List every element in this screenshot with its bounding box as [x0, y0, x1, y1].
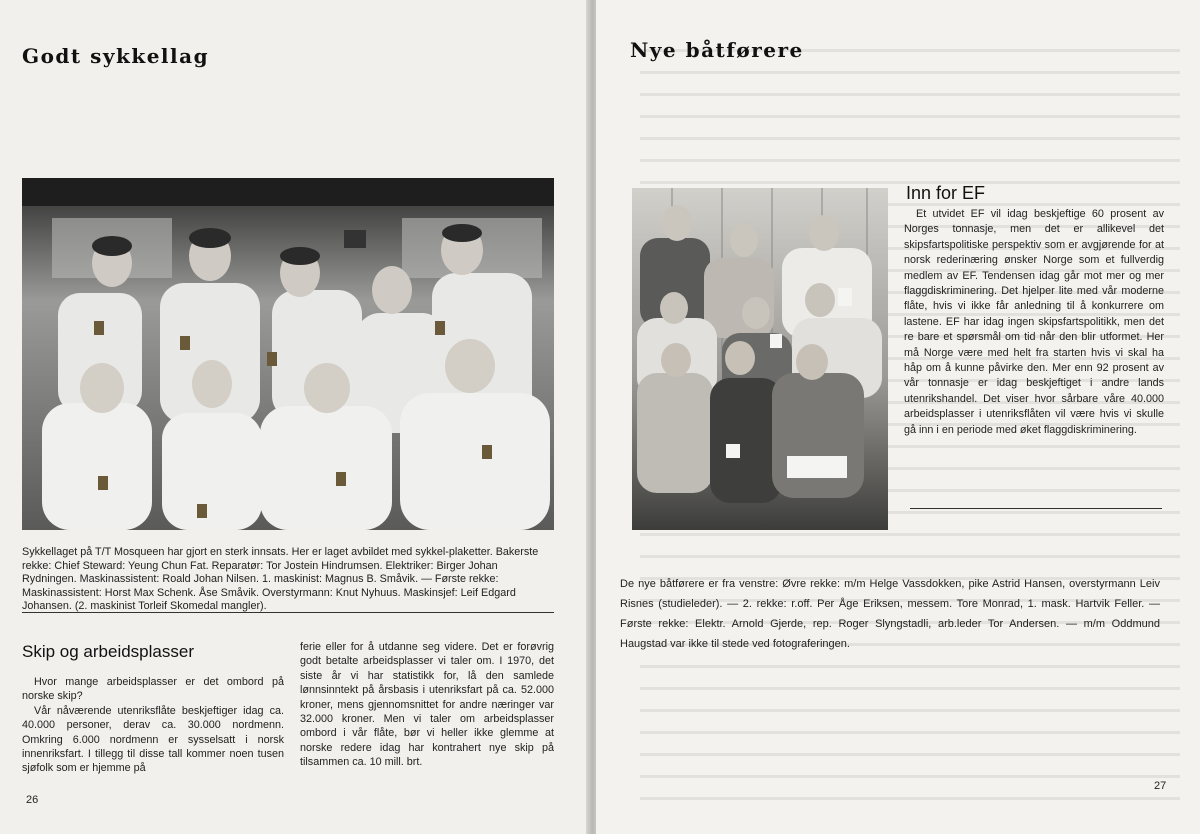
left-page-title: Godt sykkellag [22, 44, 210, 68]
article-column-1 [22, 675, 284, 776]
page-number-left: 26 [26, 794, 39, 806]
boat-operators-caption-text: De nye båtførere er fra venstre: Øvre rekke: m/m Helge Vassdokken, pike Astrid Hansen, overstyrmann Leiv Risnes (studieleder). — 2. rekke: r.off. Per Åge Eriksen, messem. Tore Monrad, 1. mask. Hartvik Feller. — Første rekke: Elektr. Arnold Gjerde, rep. Roger Slyngstadli, arb.leder Tor Andersen. — m/m Oddmund Haugstad var ikke til stede ved fotograferingen. [620, 578, 1160, 650]
cycling-team-photo [22, 178, 554, 530]
boat-operators-photo [632, 188, 888, 530]
caption-divider [22, 612, 554, 613]
cycling-team-photo-image [22, 178, 554, 530]
cycling-team-photo-caption: Sykkellaget på T/T Mosqueen har gjort en sterk innsats. Her er laget avbildet med sykkel-plaketter. Bakerste rekke: Chief Steward: Yeung Chun Fat. Reparatør: Tor Jostein Hindrumsen. Elektriker: Birger Johan Rydningen. Maskinassistent: Roald Johan Nilsen. 1. maskinist: Magnus B. Småvik. — Første rekke: Maskinassistent: Horst Max Schenk. Åse Småvik. Overstyrmann: Knut Nyhuus. Maskinsjef: Leif Edgard Johansen. (2. maskinist Torleif Skomedal mangler). [22, 546, 539, 613]
right-page-title: Nye båtførere [630, 38, 804, 62]
boat-operators-photo-caption [620, 574, 1160, 654]
left-page [0, 0, 592, 834]
article-heading: Skip og arbeidsplasser [22, 642, 194, 661]
article-column-2 [300, 640, 554, 770]
sidebar-body [904, 207, 1164, 438]
sidebar-divider [910, 508, 1162, 509]
boat-operators-photo-image [632, 188, 888, 530]
article-paragraph: ferie eller for å utdanne seg videre. Det er forøvrig godt betalte arbeidsplasser vi taler om. I 1970, det siste år vi har statistikk for, lå den samlede lønnsinntekt på årsbasis i utenriksfart på ca. 52.000 kroner, mens gjennomsnittet for andre næringer var 32.000 kroner. Men vi taler om arbeidsplasser ombord i vår flåte, bør vi heller ikke glemme at norske redere idag har kontrahert nye skip på tilsammen ca. 10 mill. brt. [300, 641, 554, 769]
page-number-right: 27 [1154, 780, 1167, 792]
sidebar-paragraph: Et utvidet EF vil idag beskjeftige 60 prosent av Norges tonnasje, men det er allikevel det skipsfartspolitiske perspektiv som er avgjørende for at norsk rederinæring ønsker Norge som et fullverdig medlem av EF. Tendensen idag går mot mer og mer flaggdiskriminering. Det hjelper lite med vår moderne flåte, hvis vi ikke får anledning til å konkurrere om lastene. EF har idag ingen skipsfartspolitikk, men det re bare et spørsmål om tid når den blir utformet. Her må Norge være med helt fra starten hvis vi skal ha håp om å kunne påvirke den. Mer enn 92 prosent av vår tonnasje er idag beskjeftiget i andre lands utenrikshandel. Det viser hvor sårbare våre 40.000 arbeidsplasser i utenriksflåten vil være hvis vi skulle gå inn i en periode med øket flaggdiskriminering. [904, 208, 1164, 436]
article-paragraph: Hvor mange arbeidsplasser er det ombord på norske skip? [22, 676, 284, 703]
sidebar-heading: Inn for EF [906, 183, 986, 203]
article-paragraph: Vår nåværende utenriksflåte beskjeftiger idag ca. 40.000 personer, derav ca. 30.000 nordmenn. Omkring 6.000 nordmenn er sysselsatt i norsk innenriksfart. I tillegg til disse tall kommer noen tusen sjøfolk som er hjemme på [22, 704, 284, 775]
